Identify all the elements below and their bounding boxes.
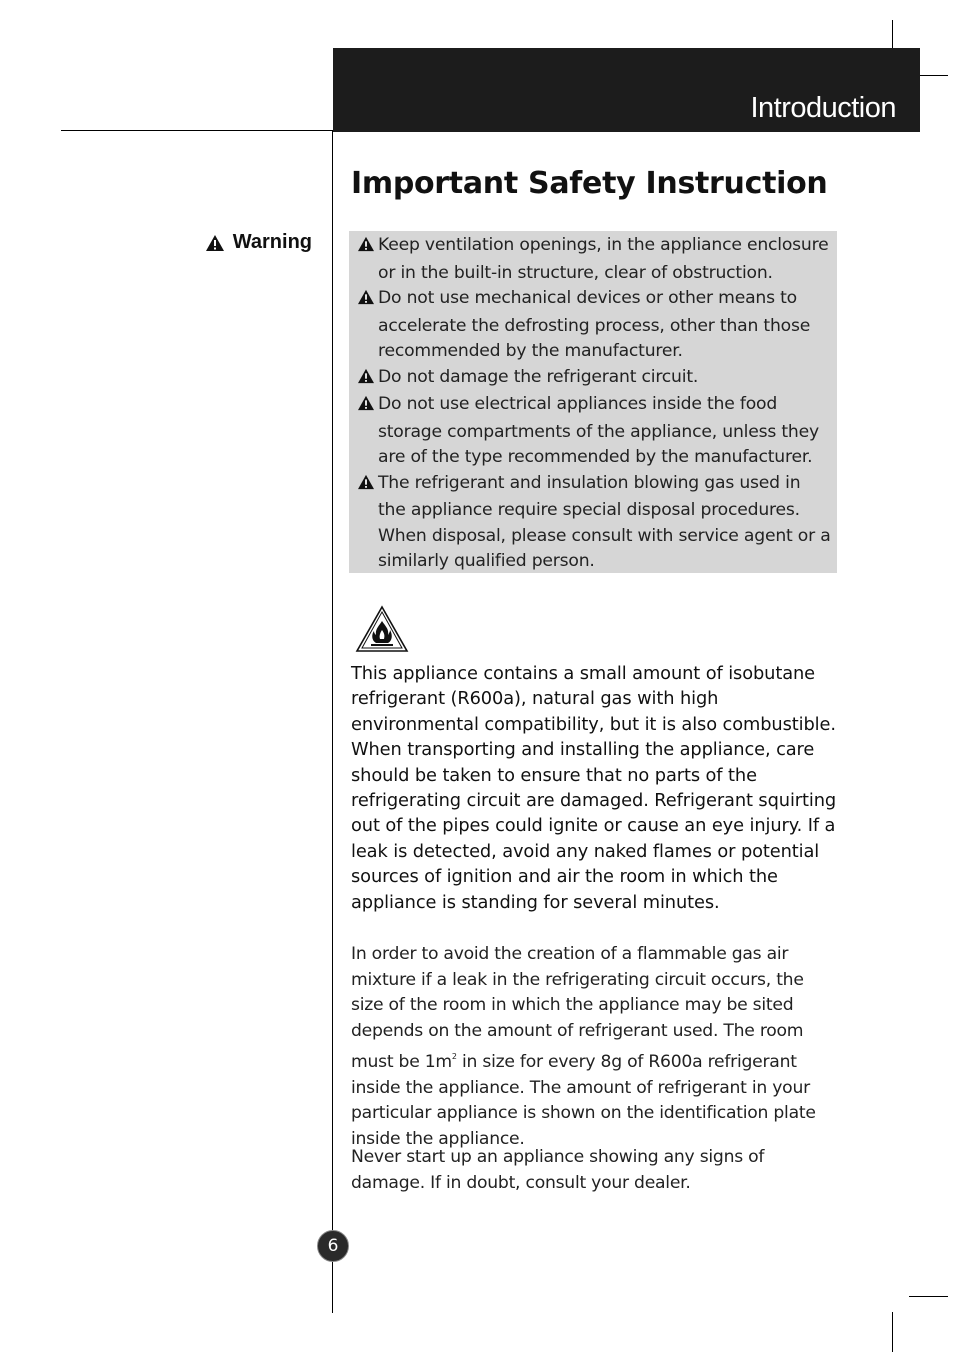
room-size-paragraph [351,942,841,1152]
superscript-2: 2 [451,1052,457,1061]
crop-mark-top-vertical [892,20,893,50]
warning-triangle-icon [357,395,375,411]
warning-side-label [205,231,312,254]
warning-item-text: The refrigerant and insulation blowing gas used in the appliance require special disposal procedures. When disposal, please consult with service agent or a similarly qualified person. [378,472,831,571]
warning-label-text: Warning [232,231,312,253]
column-divider [332,130,333,1313]
warning-item-text: Do not use mechanical devices or other means to accelerate the defrosting process, other than those recommended by the manufacturer. [378,288,811,361]
warning-item-text: Do not damage the refrigerant circuit. [378,366,699,387]
warning-triangle-icon [357,289,375,305]
warning-box [349,231,837,573]
page-title: Important Safety Instruction [351,166,828,201]
warning-item-text: Do not use electrical appliances inside the food storage compartments of the appliance, unless they are of the type recommended by the manufacturer. [378,394,819,467]
warning-triangle-icon [357,474,375,490]
flammable-warning-icon [355,605,409,653]
page-number: 6 [317,1230,349,1262]
isobutane-notice: This appliance contains a small amount of isobutane refrigerant (R600a), natural gas with high environmental compatibility, but it is also combustible. When transporting and installing the appliance, care should be taken to ensure that no parts of the refrigerating circuit are damaged. Refrigerant squirting out of the pipes could ignite or cause an eye injury. If a leak is detected, avoid any naked flames or potential sources of ignition and air the room in which the appliance is standing for several minutes. [351,663,837,913]
crop-mark-bottom-vertical [892,1312,893,1352]
warning-item [357,365,833,393]
crop-mark-bottom-horizontal [909,1296,948,1297]
warning-item-text: Keep ventilation openings, in the appliance enclosure or in the built-in structure, clear of obstruction. [378,235,829,283]
section-title: Introduction [750,92,896,124]
damage-paragraph: Never start up an appliance showing any signs of damage. If in doubt, consult your dealer. [351,1147,765,1193]
warning-triangle-icon [205,234,225,252]
warning-item [357,286,833,365]
crop-mark-top-horizontal [920,75,948,76]
warning-triangle-icon [357,236,375,252]
warning-item [357,392,833,471]
warning-item [357,471,833,575]
warning-item [357,233,833,286]
warning-triangle-icon [357,368,375,384]
left-rule [61,130,333,131]
room-size-text-end: in size for every 8g of R600a refrigerant inside the appliance. The amount of refrigerant in your particular appliance is shown on the identification plate inside the appliance. [351,1052,816,1149]
room-size-text-start: In order to avoid the creation of a flammable gas air mixture if a leak in the refrigerating circuit occurs, the size of the room in which the appliance may be sited depends on the amount of refrigerant used. The room must be 1m [351,944,804,1072]
